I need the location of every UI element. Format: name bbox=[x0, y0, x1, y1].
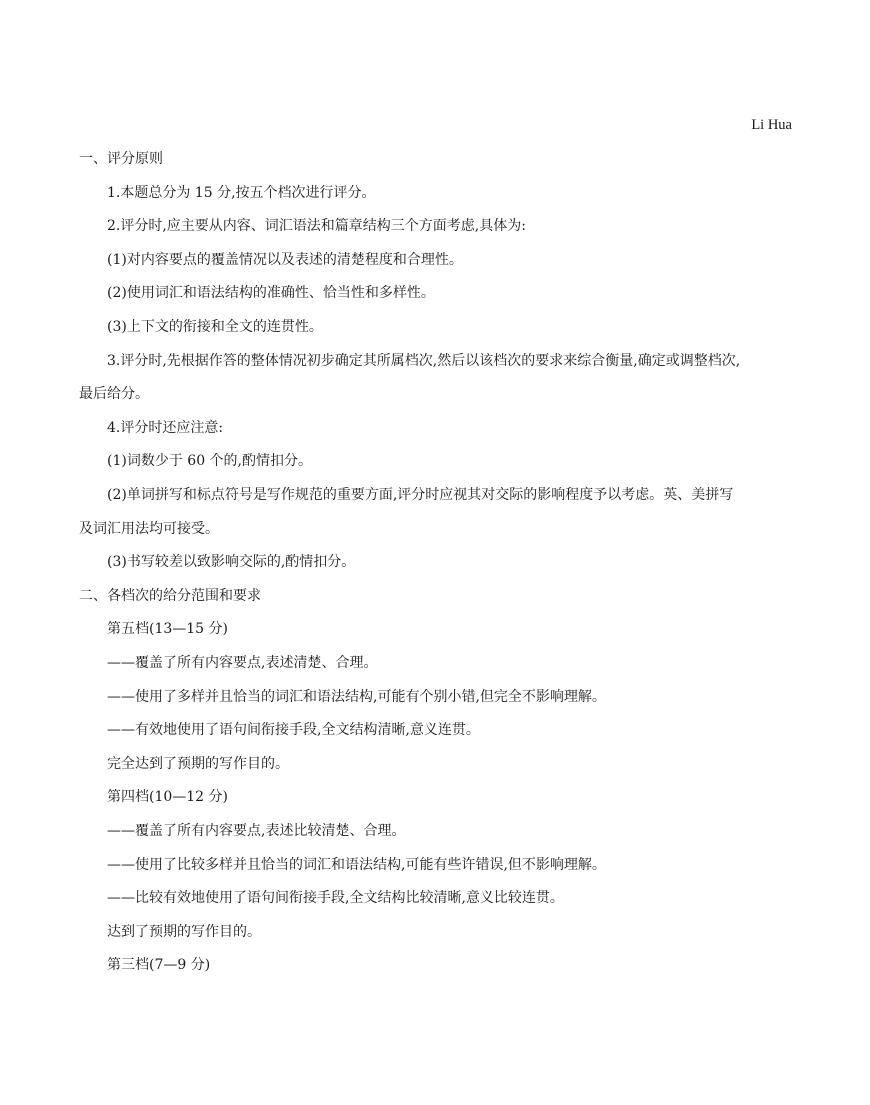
author-signature: Li Hua bbox=[751, 117, 792, 133]
text-line: 完全达到了预期的写作目的。 bbox=[107, 755, 289, 772]
text-line: (3)书写较差以致影响交际的,酌情扣分。 bbox=[107, 554, 356, 571]
text-line: (3)上下文的衔接和全文的连贯性。 bbox=[107, 319, 323, 335]
text-line: 二、各档次的给分范围和要求 bbox=[79, 587, 261, 604]
text-line: ——使用了多样并且恰当的词汇和语法结构,可能有个别小错,但完全不影响理解。 bbox=[107, 688, 606, 705]
text-line: ——覆盖了所有内容要点,表述清楚、合理。 bbox=[107, 655, 378, 671]
text-line: 第五档(13—15 分) bbox=[107, 621, 229, 638]
text-line: 及词汇用法均可接受。 bbox=[79, 520, 219, 537]
text-line: (1)对内容要点的覆盖情况以及表述的清楚程度和合理性。 bbox=[107, 251, 463, 268]
text-line: (2)单词拼写和标点符号是写作规范的重要方面,评分时应视其对交际的影响程度予以考虑。英、美拼写 bbox=[107, 487, 734, 503]
text-line: 1.本题总分为 15 分,按五个档次进行评分。 bbox=[107, 184, 376, 201]
text-line: ——有效地使用了语句间衔接手段,全文结构清晰,意义连贯。 bbox=[107, 722, 480, 739]
text-line: (2)使用词汇和语法结构的准确性、恰当性和多样性。 bbox=[107, 285, 435, 302]
text-line: 第三档(7—9 分) bbox=[107, 957, 211, 974]
text-line: 一、评分原则 bbox=[79, 151, 163, 167]
text-line: 3.评分时,先根据作答的整体情况初步确定其所属档次,然后以该档次的要求来综合衡量,确定或调整档次, bbox=[107, 352, 741, 369]
text-line: 最后给分。 bbox=[79, 386, 149, 403]
text-line: ——使用了比较多样并且恰当的词汇和语法结构,可能有些许错误,但不影响理解。 bbox=[107, 856, 606, 873]
text-line: 达到了预期的写作目的。 bbox=[107, 923, 261, 940]
text-line: 2.评分时,应主要从内容、词汇语法和篇章结构三个方面考虑,具体为: bbox=[107, 218, 526, 235]
text-line: 4.评分时还应注意: bbox=[107, 419, 224, 436]
text-line: 第四档(10—12 分) bbox=[107, 789, 229, 806]
text-line: ——覆盖了所有内容要点,表述比较清楚、合理。 bbox=[107, 823, 406, 839]
text-line: (1)词数少于 60 个的,酌情扣分。 bbox=[107, 453, 312, 470]
text-line: ——比较有效地使用了语句间衔接手段,全文结构比较清晰,意义比较连贯。 bbox=[107, 890, 564, 907]
